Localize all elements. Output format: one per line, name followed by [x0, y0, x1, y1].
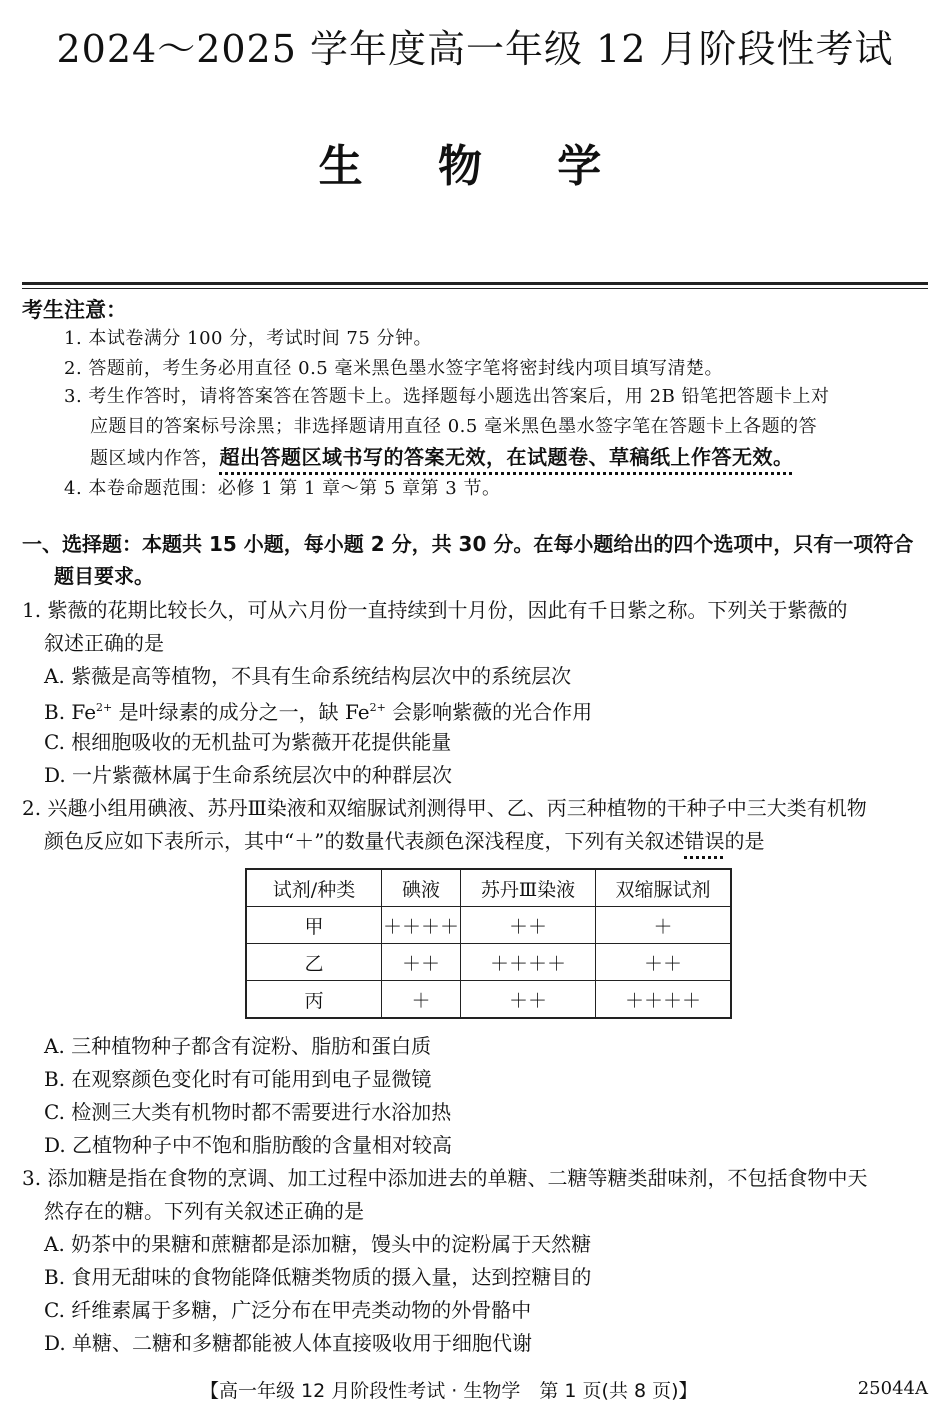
- divider-thin: [22, 288, 928, 289]
- notice-item-3: [64, 382, 934, 474]
- emphasis-wrong: 错误: [684, 828, 725, 853]
- question-2-stem-line2-a: 颜色反应如下表所示，其中“＋”的数量代表颜色深浅程度，下列有关叙述: [44, 828, 685, 853]
- question-2-option-c: C. 检测三大类有机物时都不需要进行水浴加热: [44, 1100, 452, 1124]
- notice-item-3-line3: [64, 442, 934, 474]
- question-1-option-b: [44, 692, 592, 728]
- table-header: 双缩脲试剂: [596, 869, 732, 907]
- table-row: [246, 981, 731, 1019]
- question-1-option-b-part1: B. Fe: [44, 700, 97, 724]
- table-cell: 丙: [246, 981, 382, 1019]
- section-heading-line1: 一、选择题：本题共 15 小题，每小题 2 分，共 30 分。在每小题给出的四个选项中，只有一项符合: [22, 532, 914, 556]
- page-footer: 【高一年级 12 月阶段性考试 · 生物学 第 1 页(共 8 页)】: [200, 1380, 698, 1402]
- question-1-option-a: A. 紫薇是高等植物，不具有生命系统结构层次中的系统层次: [44, 664, 572, 688]
- table-cell: ＋＋＋＋: [382, 907, 461, 944]
- exam-code: 25044A: [857, 1378, 928, 1399]
- table-header: 试剂/种类: [246, 869, 382, 907]
- question-1-stem-line2: 叙述正确的是: [44, 630, 164, 655]
- question-2-stem-line2: [22, 825, 932, 858]
- superscript: 2+: [96, 701, 113, 714]
- question-2-stem-line1: 2. 兴趣小组用碘液、苏丹Ⅲ染液和双缩脲试剂测得甲、乙、丙三种植物的干种子中三大类有机物: [22, 796, 867, 820]
- notice-emphasis: 超出答题区域书写的答案无效，在试题卷、草稿纸上作答无效。: [219, 445, 794, 469]
- notice-item-2: 2. 答题前，考生务必用直径 0.5 毫米黑色墨水签字笔将密封线内项目填写清楚。: [64, 358, 723, 379]
- table-cell: ＋＋: [461, 907, 596, 944]
- table-row: [246, 907, 731, 944]
- notice-item-3-line3-text: 题区域内作答，: [90, 448, 220, 469]
- table-cell: 甲: [246, 907, 382, 944]
- question-1-option-b-part2: 是叶绿素的成分之一，缺 Fe: [112, 700, 370, 724]
- table-cell: ＋＋: [382, 944, 461, 981]
- notice-item-1: 1. 本试卷满分 100 分，考试时间 75 分钟。: [64, 328, 433, 349]
- exam-title: 2024～2025 学年度高一年级 12 月阶段性考试: [56, 27, 894, 71]
- notice-heading: 考生注意：: [22, 298, 127, 322]
- table-cell: ＋＋: [461, 981, 596, 1019]
- table-cell: ＋: [382, 981, 461, 1019]
- reagent-table: [245, 868, 732, 1019]
- table-header: 碘液: [382, 869, 461, 907]
- question-1-option-c: C. 根细胞吸收的无机盐可为紫薇开花提供能量: [44, 730, 452, 754]
- question-3-stem-line2: 然存在的糖。下列有关叙述正确的是: [44, 1198, 364, 1223]
- section-heading-line2: 题目要求。: [54, 564, 154, 588]
- subject-title: 生 物 学: [318, 141, 632, 192]
- question-2-option-d: D. 乙植物种子中不饱和脂肪酸的含量相对较高: [44, 1133, 453, 1157]
- divider-thick: [22, 282, 928, 285]
- question-2-option-a: A. 三种植物种子都含有淀粉、脂肪和蛋白质: [44, 1034, 432, 1058]
- table-cell: ＋＋: [596, 944, 732, 981]
- notice-item-4: 4. 本卷命题范围：必修 1 第 1 章～第 5 章第 3 节。: [64, 478, 501, 499]
- question-2-stem-line2-c: 的是: [724, 828, 765, 853]
- table-row: [246, 944, 731, 981]
- table-cell: ＋: [596, 907, 732, 944]
- question-3-option-c: C. 纤维素属于多糖，广泛分布在甲壳类动物的外骨骼中: [44, 1298, 532, 1322]
- question-3-option-a: A. 奶茶中的果糖和蔗糖都是添加糖，馒头中的淀粉属于天然糖: [44, 1232, 592, 1256]
- section-heading: [22, 528, 932, 592]
- question-1-stem: [22, 594, 932, 659]
- table-cell: ＋＋＋＋: [596, 981, 732, 1019]
- question-3-stem-line1: 3. 添加糖是指在食物的烹调、加工过程中添加进去的单糖、二糖等糖类甜味剂，不包括食物中天: [22, 1166, 868, 1190]
- question-1-stem-line1: 1. 紫薇的花期比较长久，可从六月份一直持续到十月份，因此有千日紫之称。下列关于紫薇的: [22, 598, 848, 622]
- notice-item-3-line1: 3. 考生作答时，请将答案答在答题卡上。选择题每小题选出答案后，用 2B 铅笔把答题卡上对: [64, 386, 830, 407]
- question-2-option-b: B. 在观察颜色变化时有可能用到电子显微镜: [44, 1067, 432, 1091]
- question-1-option-d: D. 一片紫薇林属于生命系统层次中的种群层次: [44, 763, 453, 787]
- question-3-option-d: D. 单糖、二糖和多糖都能被人体直接吸收用于细胞代谢: [44, 1331, 533, 1355]
- table-cell: 乙: [246, 944, 382, 981]
- table-cell: ＋＋＋＋: [461, 944, 596, 981]
- table-header: 苏丹Ⅲ染液: [461, 869, 596, 907]
- question-3-stem: [22, 1162, 932, 1227]
- table-header-row: [246, 869, 731, 907]
- question-2-stem: [22, 792, 932, 857]
- superscript: 2+: [369, 701, 386, 714]
- notice-item-3-line2: 应题目的答案标号涂黑；非选择题请用直径 0.5 毫米黑色墨水签字笔在答题卡上各题的答: [90, 416, 818, 437]
- question-1-option-b-part3: 会影响紫薇的光合作用: [385, 700, 593, 724]
- question-3-option-b: B. 食用无甜味的食物能降低糖类物质的摄入量，达到控糖目的: [44, 1265, 592, 1289]
